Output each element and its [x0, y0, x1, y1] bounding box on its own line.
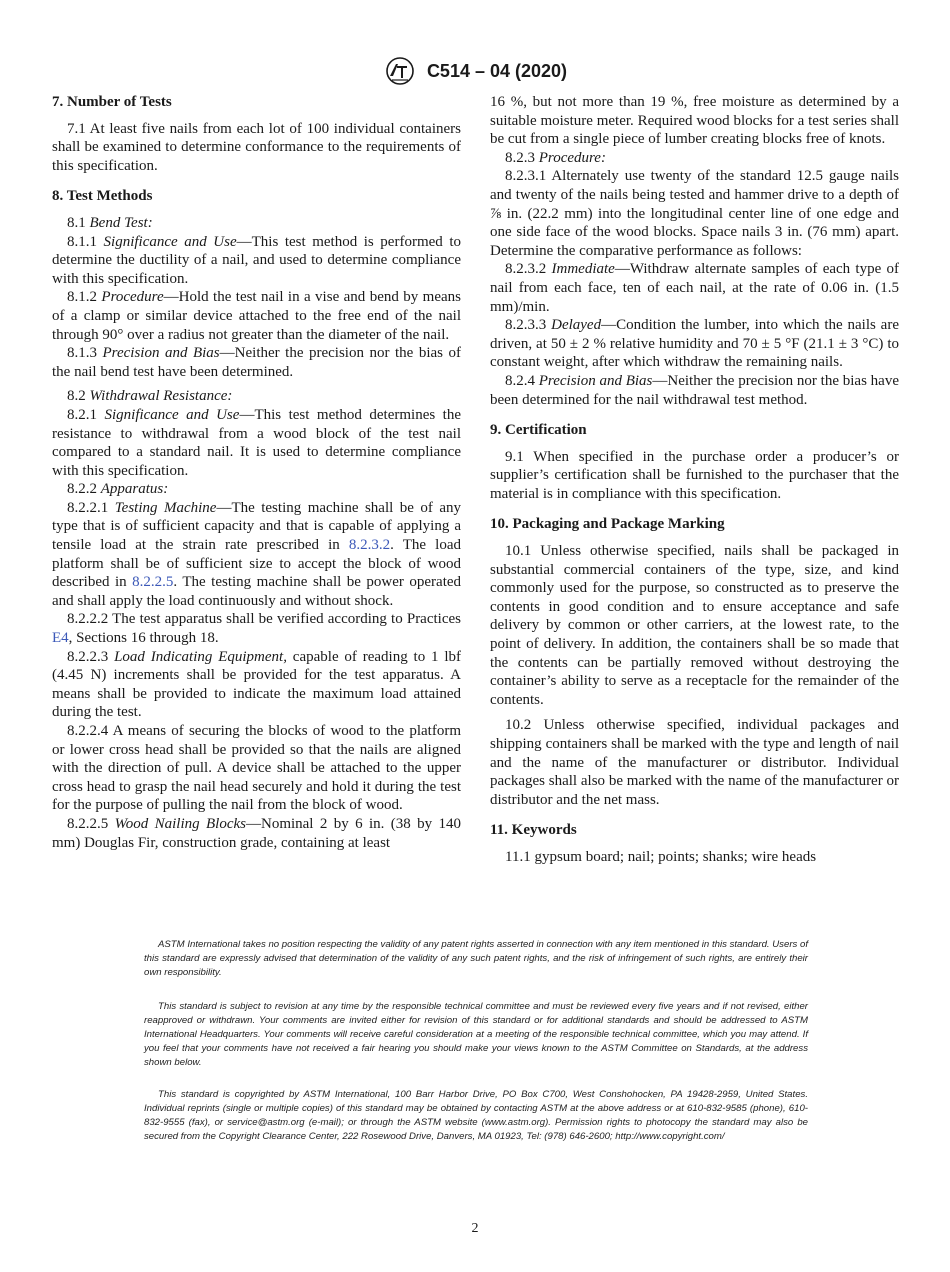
- para-8-2-3-3: 8.2.3.3 Delayed—Condition the lumber, into which the nails are driven, at 50 ± 2 % relative humidity and 70 ± 5 °F (21.1 ± 3 °C) to constant weight, after which withdraw the remaining nails.: [490, 317, 899, 371]
- para-8-2-3-2: 8.2.3.2 Immediate—Withdraw alternate samples of each type of nail from each face, ten of each nail, at the rate of 0.06 in. (1.5 mm)/min.: [490, 261, 900, 315]
- para-8-2-3-1: 8.2.3.1 Alternately use twenty of the standard 12.5 gauge nails and twenty of the nails being tested and hammer drive to a depth of ⅞ in. (22.2 mm) into the longitudinal center line of one edge and one side face of the wood blocks. Space nails 3 in. (76 mm) apart. Determine the comparative performance as follows:: [490, 168, 899, 259]
- right-column: [490, 93, 899, 867]
- para-10-2: 10.2 Unless otherwise specified, individual packages and shipping containers shall be marked with the type and length of nail and the name of the manufacturer or distributor. Individual packages shall also be marked with the name of the manufacturer or distributor and the net mass.: [490, 717, 899, 808]
- para-8-2-1: 8.2.1 Significance and Use—This test method determines the resistance to withdrawal from a wood block of the test nail compared to a standard nail. It is used to determine compliance with this specification.: [52, 406, 461, 479]
- para-continued: 16 %, but not more than 19 %, free moisture as determined by a suitable moisture meter. Required wood blocks for a test series shall be cut from a single piece of lumber creating blocks free of knots.: [490, 94, 899, 148]
- para-8-2: 8.2 Withdrawal Resistance:: [67, 388, 233, 405]
- para-8-2-4: 8.2.4 Precision and Bias—Neither the precision nor the bias have been determined for the nail withdrawal test method.: [490, 372, 899, 408]
- section-7-heading: 7. Number of Tests: [52, 94, 172, 110]
- page-number: 2: [471, 1221, 479, 1236]
- section-9-heading: 9. Certification: [490, 422, 587, 439]
- para-8-1: 8.1 Bend Test:: [67, 214, 153, 231]
- link-8-2-3-2[interactable]: 8.2.3.2: [348, 537, 391, 554]
- link-e4[interactable]: E4: [52, 630, 69, 647]
- section-8-heading: 8. Test Methods: [52, 188, 153, 205]
- para-9-1: 9.1 When specified in the purchase order a producer’s or supplier’s certification shall be furnished to the purchaser that the material is in compliance with this specification.: [490, 448, 899, 502]
- para-8-2-2: 8.2.2 Apparatus:: [67, 481, 169, 498]
- left-column: [52, 93, 461, 852]
- para-8-2-2-5: 8.2.2.5 Wood Nailing Blocks—Nominal 2 by 6 in. (38 by 140 mm) Douglas Fir, construction grade, containing at least: [52, 815, 462, 851]
- link-8-2-2-5[interactable]: 8.2.2.5: [132, 574, 174, 591]
- para-11-1: 11.1 gypsum board; nail; points; shanks; wire heads: [505, 848, 817, 865]
- para-8-2-2-2: 8.2.2.2 The test apparatus shall be verified according to Practices E4, Sections 16 through 18.: [52, 611, 461, 647]
- footer-copyright-notice: This standard is copyrighted by ASTM International, 100 Barr Harbor Drive, PO Box C700, West Conshohocken, PA 19428-2959, United States. Individual reprints (single or multiple copies) of this standard may be obtained by contacting ASTM at the above address or at 610-832-9585 (phone), 610-832-9555 (fax), or service@astm.org (e-mail); or through the ASTM website (www.astm.org). Permission rights to photocopy the standard may also be secured from the Copyright Clearance Center, 222 Rosewood Drive, Danvers, MA 01923, Tel: (978) 646-2600; http://www.copyright.com/: [144, 1089, 808, 1142]
- para-8-1-1: 8.1.1 Significance and Use—This test method is performed to determine the ductility of a nail, and used to determine compliance with this specification.: [52, 233, 461, 287]
- page-header: [0, 56, 950, 86]
- para-8-2-3: 8.2.3 Procedure:: [505, 149, 606, 166]
- para-8-1-3: 8.1.3 Precision and Bias—Neither the precision nor the bias of the nail bend test have been determined.: [52, 345, 462, 380]
- astm-logo-icon: [383, 56, 417, 86]
- section-10-heading: 10. Packaging and Package Marking: [490, 516, 725, 533]
- para-10-1: 10.1 Unless otherwise specified, nails shall be packaged in substantial commercial containers of the type, size, and kind commonly used for the purpose, so constructed as to preserve the contents in good condition and to ensure acceptance and safe delivery by common or other carriers, at the lowest rate, to the point of delivery. In addition, the containers shall be so made that the contents can be partially removed without destroying the container’s ability to serve as a receptacle for the remainder of the contents.: [490, 543, 899, 708]
- footer-patent-notice: ASTM International takes no position respecting the validity of any patent rights asserted in connection with any item mentioned in this standard. Users of this standard are expressly advised that determination of the validity of any such patent rights, and the risk of infringement of such rights, are entirely their own responsibility.: [144, 939, 808, 978]
- para-8-1-2: 8.1.2 Procedure—Hold the test nail in a vise and bend by means of a clamp or similar device attached to the free end of the nail through 90° over a radius not greater than the diameter of the nail.: [52, 289, 462, 343]
- para-8-2-2-4: 8.2.2.4 A means of securing the blocks of wood to the platform or lower cross head shall be provided so that the nails are aligned with the direction of pull. A device shall be attached to the upper cross head to grasp the nail head securely and hold it during the test for the purpose of pulling the nail from the block of wood.: [52, 723, 461, 814]
- section-11-heading: 11. Keywords: [490, 822, 577, 839]
- para-7-1: 7.1 At least five nails from each lot of 100 individual containers shall be examined to determine conformance to the requirements of this specification.: [52, 120, 461, 174]
- standard-designation: C514 – 04 (2020): [426, 60, 568, 81]
- para-8-2-2-1: 8.2.2.1 Testing Machine—The testing machine shall be of any type that is of sufficient capacity and that is capable of applying a tensile load at the strain rate prescribed in 8.2.3.2. The load platform shall be of sufficient size to accept the block of wood described in 8.2.2.5. The testing machine shall be power operated and shall apply the load continuously and without shock.: [52, 499, 462, 609]
- para-8-2-2-3: 8.2.2.3 Load Indicating Equipment, capable of reading to 1 lbf (4.45 N) increments shall be provided for the test apparatus. A means shall be provided to indicate the maximum load attained during the test.: [52, 648, 462, 721]
- footer-revision-notice: This standard is subject to revision at any time by the responsible technical committee and must be reviewed every five years and if not revised, either reapproved or withdrawn. Your comments are invited either for revision of this standard or for additional standards and should be addressed to ASTM International Headquarters. Your comments will receive careful consideration at a meeting of the responsible technical committee, which you may attend. If you feel that your comments have not received a fair hearing you should make your views known to the ASTM Committee on Standards, at the address shown below.: [144, 1001, 808, 1068]
